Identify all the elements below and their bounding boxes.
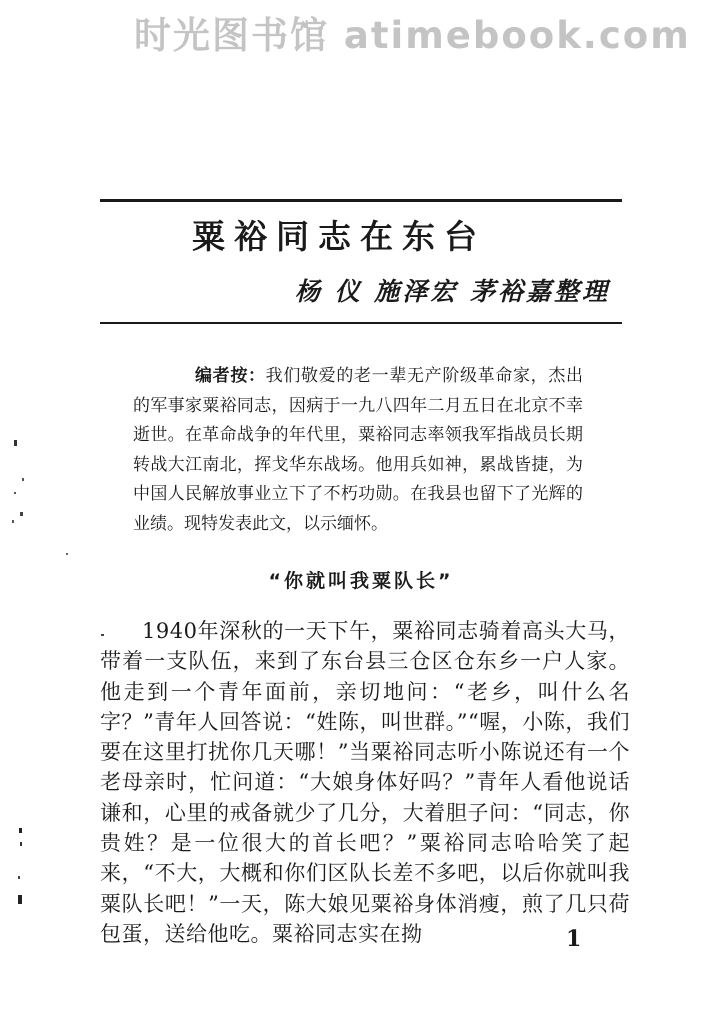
section-heading: “你就叫我粟队长” [268,570,454,592]
body-paragraph: 1940年深秋的一天下午，粟裕同志骑着高头大马，带着一支队伍，来到了东台县三仓区仓东乡一户人家。他走到一个青年面前，亲切地问：“老乡，叫什么名字？”青年人回答说：“姓陈，叫世群。”“喔，小陈，我们要在这里打扰你几天哪！”当粟裕同志听小陈说还有一个老母亲时，忙问道：“大娘身体好吗？”青年人看他说话谦和，心里的戒备就少了几分，大着胆子问：“同志，你贵姓？是一位很大的首长吧？”粟裕同志哈哈笑了起来，“不大，大概和你们区队长差不多吧，以后你就叫我粟队长吧！”一天，陈大娘见粟裕身体消瘦，煎了几只荷包蛋，送给他吃。粟裕同志实在拗 [100,619,630,946]
page-number: 1 [566,926,582,952]
watermark-text: 时光图书馆 atimebook.com [134,14,691,57]
editor-note-label: 编者按： [195,366,266,386]
editor-note-text: 我们敬爱的老一辈无产阶级革命家，杰出的军事家粟裕同志，因病于一九八四年二月五日在北京不幸逝世。在革命战争的年代里，粟裕同志率领我军指战员长期转战大江南北，挥戈华东战场。他用兵如神，累战皆捷，为中国人民解放事业立下了不朽功勋。在我县也留下了光辉的业绩。现特发表此文，以示缅怀。 [133,366,584,534]
article-title: 粟裕同志在东台 [192,217,486,256]
article-authors: 杨 仪 施泽宏 茅裕嘉整理 [294,277,610,306]
